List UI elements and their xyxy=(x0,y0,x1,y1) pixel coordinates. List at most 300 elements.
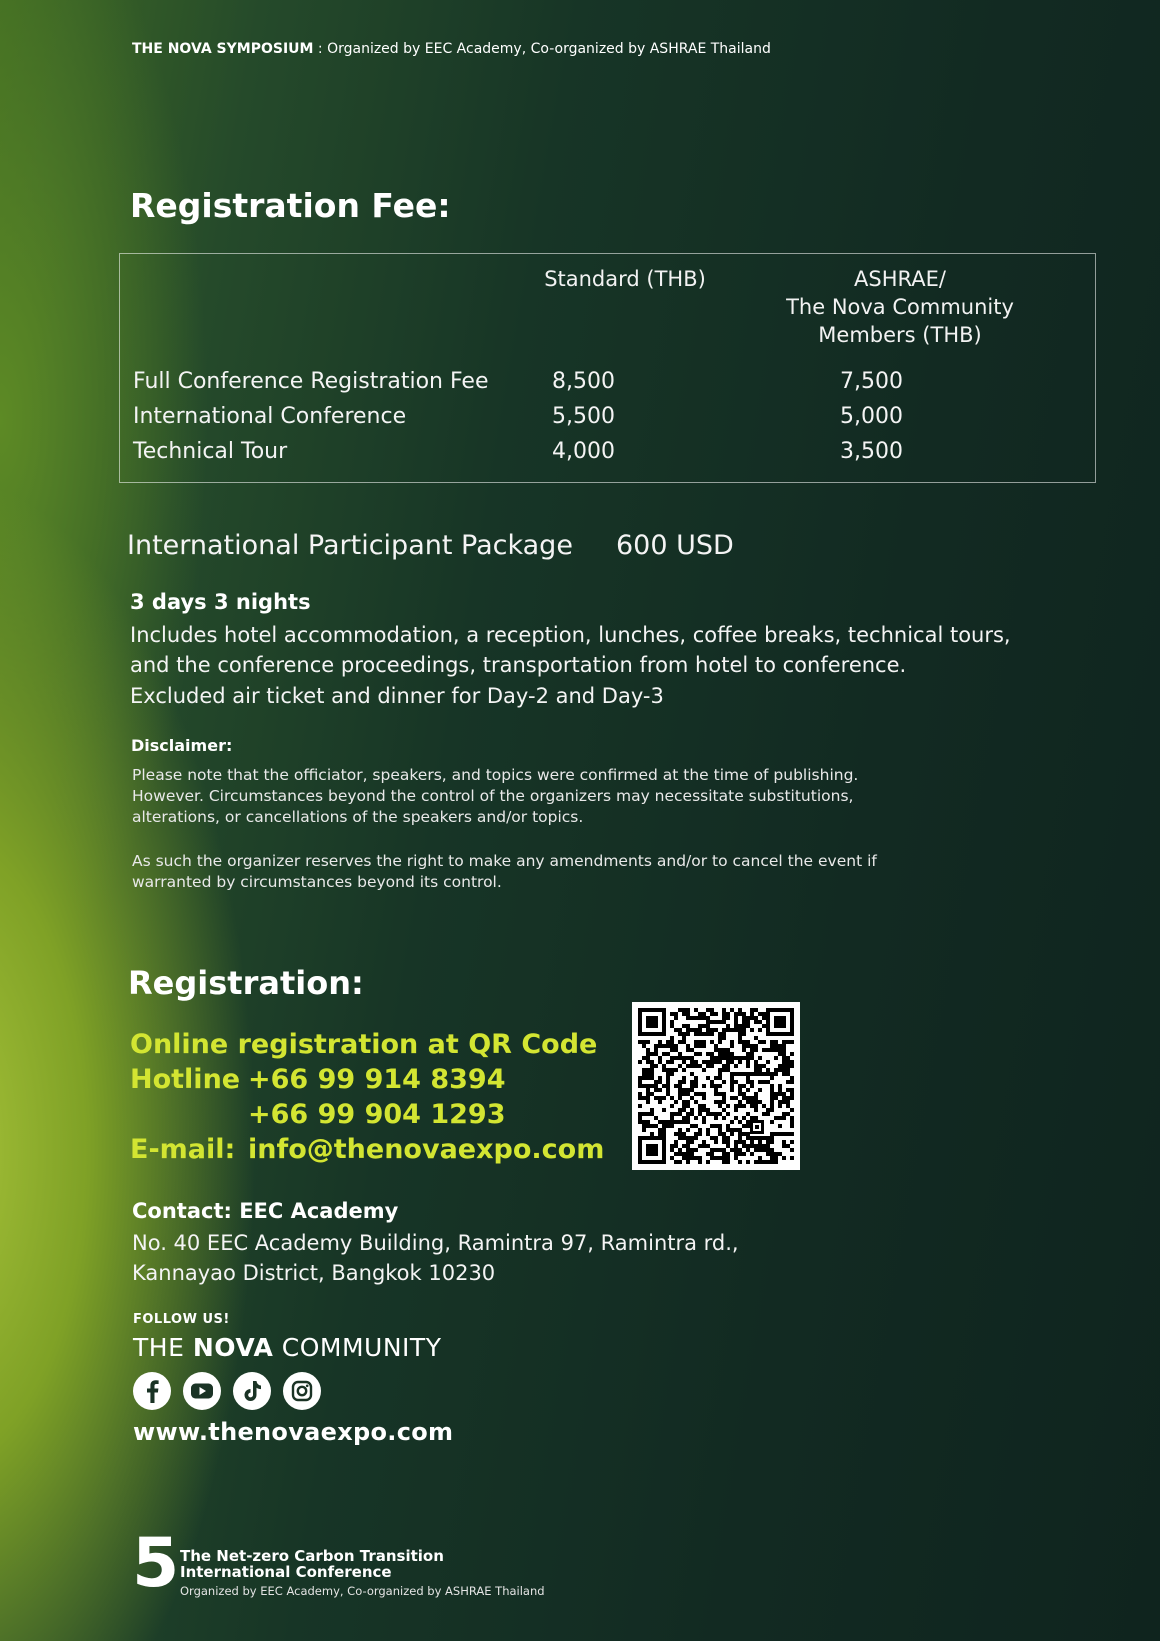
qr-module xyxy=(690,1136,694,1140)
qr-module xyxy=(710,1020,714,1024)
qr-module xyxy=(674,1160,678,1164)
qr-module xyxy=(690,1088,694,1092)
qr-module xyxy=(686,1092,690,1096)
disclaimer-line: However. Circumstances beyond the control of the organizers may necessitate substitutions, xyxy=(132,787,854,805)
qr-module xyxy=(662,1064,666,1068)
qr-module xyxy=(726,1140,730,1144)
qr-module xyxy=(774,1132,778,1136)
qr-module xyxy=(722,1016,726,1020)
qr-module xyxy=(666,1060,670,1064)
qr-module xyxy=(750,1136,754,1140)
qr-module xyxy=(770,1076,774,1080)
qr-module xyxy=(722,1140,726,1144)
qr-module xyxy=(774,1156,778,1160)
fee-row-label: Full Conference Registration Fee xyxy=(133,369,489,394)
qr-module xyxy=(682,1032,686,1036)
qr-module xyxy=(722,1096,726,1100)
follow-label: FOLLOW US! xyxy=(133,1312,230,1327)
qr-module xyxy=(734,1104,738,1108)
qr-module xyxy=(762,1048,766,1052)
qr-module xyxy=(678,1096,682,1100)
qr-module xyxy=(650,1064,654,1068)
qr-module xyxy=(650,1060,654,1064)
qr-module xyxy=(718,1092,722,1096)
qr-module xyxy=(766,1144,770,1148)
qr-module xyxy=(690,1084,694,1088)
qr-module xyxy=(678,1160,682,1164)
qr-module xyxy=(670,1148,674,1152)
qr-module xyxy=(758,1080,762,1084)
qr-module xyxy=(674,1056,678,1060)
contact-title: Contact: EEC Academy xyxy=(132,1199,399,1223)
community-text: COMMUNITY xyxy=(273,1333,442,1362)
qr-module xyxy=(694,1132,698,1136)
qr-module xyxy=(758,1068,762,1072)
tiktok-icon[interactable] xyxy=(233,1372,271,1410)
qr-module xyxy=(702,1084,706,1088)
qr-module xyxy=(762,1064,766,1068)
qr-module xyxy=(778,1068,782,1072)
qr-module xyxy=(690,1140,694,1144)
qr-module xyxy=(638,1076,642,1080)
qr-module xyxy=(666,1052,670,1056)
qr-module xyxy=(714,1092,718,1096)
qr-module xyxy=(686,1120,690,1124)
qr-module xyxy=(746,1120,750,1124)
qr-module xyxy=(698,1156,702,1160)
qr-module xyxy=(726,1056,730,1060)
qr-module xyxy=(742,1012,746,1016)
qr-module xyxy=(726,1052,730,1056)
qr-module xyxy=(650,1072,654,1076)
qr-module xyxy=(786,1080,790,1084)
includes-line: Includes hotel accommodation, a reception, lunches, coffee breaks, technical tours, xyxy=(130,623,1011,647)
qr-module xyxy=(774,1056,778,1060)
includes-line: and the conference proceedings, transportation from hotel to conference. xyxy=(130,653,907,677)
qr-module xyxy=(774,1072,778,1076)
qr-module xyxy=(658,1096,662,1100)
qr-module xyxy=(710,1040,714,1044)
qr-module xyxy=(706,1028,710,1032)
qr-module xyxy=(730,1008,734,1012)
qr-module xyxy=(734,1056,738,1060)
qr-module xyxy=(758,1064,762,1068)
community-brand xyxy=(133,1333,441,1362)
qr-module xyxy=(774,1092,778,1096)
qr-module xyxy=(710,1080,714,1084)
qr-module xyxy=(674,1028,678,1032)
qr-module xyxy=(714,1020,718,1024)
qr-module xyxy=(730,1096,734,1100)
qr-module xyxy=(666,1084,670,1088)
qr-module xyxy=(658,1088,662,1092)
qr-module xyxy=(698,1028,702,1032)
qr-module xyxy=(666,1044,670,1048)
qr-module xyxy=(738,1072,742,1076)
qr-module xyxy=(678,1064,682,1068)
qr-module xyxy=(678,1136,682,1140)
disclaimer-paragraph xyxy=(132,851,912,893)
qr-module xyxy=(718,1128,722,1132)
qr-module xyxy=(754,1136,758,1140)
qr-module xyxy=(778,1152,782,1156)
qr-module xyxy=(690,1112,694,1116)
qr-module xyxy=(650,1084,654,1088)
hotline-number[interactable]: +66 99 914 8394 xyxy=(248,1064,506,1095)
qr-module xyxy=(694,1100,698,1104)
qr-module xyxy=(786,1072,790,1076)
qr-module xyxy=(678,1008,682,1012)
qr-module xyxy=(678,1032,682,1036)
qr-module xyxy=(674,1012,678,1016)
qr-module xyxy=(722,1032,726,1036)
qr-module xyxy=(674,1084,678,1088)
qr-module xyxy=(650,1052,654,1056)
qr-module xyxy=(758,1072,762,1076)
qr-module xyxy=(762,1024,766,1028)
qr-module xyxy=(654,1080,658,1084)
qr-module xyxy=(714,1060,718,1064)
qr-module xyxy=(742,1024,746,1028)
qr-module xyxy=(698,1016,702,1020)
qr-module xyxy=(646,1076,650,1080)
fee-row-member: 7,500 xyxy=(840,369,903,394)
qr-module xyxy=(754,1020,758,1024)
qr-module xyxy=(702,1060,706,1064)
qr-module xyxy=(666,1072,670,1076)
qr-module xyxy=(722,1100,726,1104)
qr-module xyxy=(666,1120,670,1124)
qr-module xyxy=(678,1112,682,1116)
qr-module xyxy=(778,1100,782,1104)
qr-module xyxy=(646,1056,650,1060)
qr-module xyxy=(706,1008,710,1012)
qr-module xyxy=(666,1076,670,1080)
qr-module xyxy=(694,1028,698,1032)
qr-module xyxy=(714,1116,718,1120)
qr-module xyxy=(706,1132,710,1136)
qr-module xyxy=(694,1092,698,1096)
qr-module xyxy=(750,1084,754,1088)
qr-module xyxy=(722,1132,726,1136)
qr-module xyxy=(658,1040,662,1044)
qr-module xyxy=(718,1148,722,1152)
qr-module xyxy=(766,1160,770,1164)
qr-module xyxy=(746,1044,750,1048)
qr-module xyxy=(670,1040,674,1044)
qr-module xyxy=(682,1068,686,1072)
qr-code[interactable] xyxy=(632,1002,800,1170)
hotline-number[interactable]: +66 99 904 1293 xyxy=(248,1099,506,1130)
qr-module xyxy=(654,1088,658,1092)
youtube-icon[interactable] xyxy=(183,1372,221,1410)
qr-module xyxy=(722,1028,726,1032)
qr-module xyxy=(718,1040,722,1044)
qr-module xyxy=(678,1084,682,1088)
qr-module xyxy=(642,1044,646,1048)
qr-module xyxy=(686,1024,690,1028)
qr-module xyxy=(742,1096,746,1100)
facebook-icon[interactable] xyxy=(133,1372,171,1410)
qr-module xyxy=(790,1156,794,1160)
qr-module xyxy=(714,1148,718,1152)
qr-module xyxy=(782,1068,786,1072)
qr-module xyxy=(662,1108,666,1112)
qr-module xyxy=(698,1052,702,1056)
qr-module xyxy=(790,1116,794,1120)
qr-module xyxy=(702,1016,706,1020)
qr-module xyxy=(790,1124,794,1128)
qr-module xyxy=(650,1112,654,1116)
qr-module xyxy=(686,1016,690,1020)
qr-module xyxy=(694,1032,698,1036)
qr-module xyxy=(686,1028,690,1032)
qr-module xyxy=(766,1108,770,1112)
qr-module xyxy=(782,1096,786,1100)
qr-module xyxy=(726,1152,730,1156)
qr-module xyxy=(658,1100,662,1104)
qr-module xyxy=(754,1144,758,1148)
qr-module xyxy=(710,1060,714,1064)
qr-module xyxy=(778,1092,782,1096)
qr-module xyxy=(778,1064,782,1068)
qr-module xyxy=(638,1096,642,1100)
qr-module xyxy=(642,1096,646,1100)
qr-module xyxy=(690,1064,694,1068)
qr-module xyxy=(686,1104,690,1108)
qr-module xyxy=(642,1040,646,1044)
qr-module xyxy=(682,1040,686,1044)
qr-module xyxy=(646,1068,650,1072)
qr-module xyxy=(682,1036,686,1040)
qr-module xyxy=(702,1104,706,1108)
qr-module xyxy=(662,1044,666,1048)
qr-module xyxy=(742,1152,746,1156)
qr-module xyxy=(734,1024,738,1028)
edition-number: 5 xyxy=(132,1524,180,1603)
qr-module xyxy=(718,1072,722,1076)
qr-module xyxy=(742,1092,746,1096)
qr-module xyxy=(734,1108,738,1112)
qr-module xyxy=(686,1136,690,1140)
qr-module xyxy=(762,1144,766,1148)
qr-module xyxy=(746,1016,750,1020)
community-text: THE xyxy=(133,1333,193,1362)
qr-module xyxy=(662,1120,666,1124)
qr-module xyxy=(774,1048,778,1052)
qr-module xyxy=(654,1044,658,1048)
qr-module xyxy=(670,1096,674,1100)
qr-module xyxy=(730,1084,734,1088)
qr-module xyxy=(678,1040,682,1044)
qr-module xyxy=(682,1132,686,1136)
qr-module xyxy=(718,1056,722,1060)
qr-module xyxy=(778,1048,782,1052)
qr-module xyxy=(722,1108,726,1112)
instagram-icon[interactable] xyxy=(283,1372,321,1410)
qr-module xyxy=(738,1040,742,1044)
member-header-line3: Members (THB) xyxy=(818,323,982,347)
qr-module xyxy=(658,1060,662,1064)
qr-module xyxy=(738,1060,742,1064)
qr-module xyxy=(714,1012,718,1016)
qr-module xyxy=(666,1124,670,1128)
qr-module xyxy=(750,1072,754,1076)
qr-module xyxy=(686,1032,690,1036)
qr-module xyxy=(666,1088,670,1092)
qr-module xyxy=(686,1088,690,1092)
column-header-member xyxy=(735,265,1065,349)
qr-module xyxy=(694,1044,698,1048)
website-link[interactable] xyxy=(133,1418,453,1446)
qr-module xyxy=(682,1056,686,1060)
qr-module xyxy=(686,1156,690,1160)
qr-module xyxy=(754,1016,758,1020)
qr-module xyxy=(706,1020,710,1024)
column-header-standard: Standard (THB) xyxy=(544,267,706,291)
qr-module xyxy=(710,1156,714,1160)
qr-module xyxy=(770,1084,774,1088)
qr-module xyxy=(670,1104,674,1108)
qr-module xyxy=(782,1144,786,1148)
qr-module xyxy=(790,1064,794,1068)
qr-module xyxy=(726,1136,730,1140)
qr-module xyxy=(790,1120,794,1124)
qr-module xyxy=(690,1080,694,1084)
qr-module xyxy=(702,1144,706,1148)
qr-module xyxy=(770,1088,774,1092)
qr-module xyxy=(758,1040,762,1044)
qr-module xyxy=(766,1068,770,1072)
qr-module xyxy=(694,1124,698,1128)
qr-module xyxy=(658,1080,662,1084)
qr-module xyxy=(774,1068,778,1072)
qr-module xyxy=(702,1108,706,1112)
qr-module xyxy=(682,1024,686,1028)
qr-module xyxy=(690,1156,694,1160)
qr-module xyxy=(642,1076,646,1080)
qr-module xyxy=(642,1120,646,1124)
qr-module xyxy=(786,1144,790,1148)
qr-module xyxy=(698,1092,702,1096)
qr-module xyxy=(738,1088,742,1092)
qr-module xyxy=(718,1132,722,1136)
qr-module xyxy=(778,1116,782,1120)
qr-module xyxy=(738,1056,742,1060)
qr-module xyxy=(694,1076,698,1080)
qr-module xyxy=(750,1044,754,1048)
qr-module xyxy=(758,1156,762,1160)
qr-module xyxy=(674,1112,678,1116)
qr-module xyxy=(734,1128,738,1132)
qr-module xyxy=(778,1044,782,1048)
qr-module xyxy=(782,1140,786,1144)
qr-module xyxy=(670,1068,674,1072)
qr-module xyxy=(718,1052,722,1056)
qr-module xyxy=(730,1040,734,1044)
qr-module xyxy=(650,1068,654,1072)
qr-module xyxy=(778,1124,782,1128)
qr-module xyxy=(742,1072,746,1076)
qr-module xyxy=(754,1036,758,1040)
qr-module xyxy=(754,1072,758,1076)
qr-module xyxy=(790,1040,794,1044)
qr-module xyxy=(738,1132,742,1136)
qr-module xyxy=(718,1048,722,1052)
qr-module xyxy=(678,1120,682,1124)
qr-module xyxy=(758,1148,762,1152)
qr-module xyxy=(758,1136,762,1140)
qr-module xyxy=(770,1140,774,1144)
qr-module xyxy=(742,1048,746,1052)
qr-module xyxy=(710,1028,714,1032)
qr-module xyxy=(682,1136,686,1140)
qr-module xyxy=(662,1132,666,1136)
qr-module xyxy=(722,1012,726,1016)
qr-module xyxy=(706,1076,710,1080)
qr-module xyxy=(714,1124,718,1128)
qr-module xyxy=(718,1112,722,1116)
qr-module xyxy=(738,1092,742,1096)
qr-module xyxy=(726,1048,730,1052)
qr-module xyxy=(662,1084,666,1088)
qr-module xyxy=(770,1044,774,1048)
qr-module xyxy=(734,1140,738,1144)
fee-row-standard: 5,500 xyxy=(552,404,615,429)
qr-module xyxy=(786,1100,790,1104)
qr-module xyxy=(770,1136,774,1140)
qr-module xyxy=(642,1084,646,1088)
qr-module xyxy=(702,1024,706,1028)
qr-module xyxy=(786,1068,790,1072)
qr-module xyxy=(690,1108,694,1112)
qr-module xyxy=(674,1044,678,1048)
qr-module xyxy=(682,1060,686,1064)
event-name: THE NOVA SYMPOSIUM xyxy=(132,41,314,57)
qr-module xyxy=(738,1008,742,1012)
qr-module xyxy=(706,1052,710,1056)
qr-module xyxy=(722,1068,726,1072)
qr-module xyxy=(718,1032,722,1036)
qr-module xyxy=(790,1096,794,1100)
qr-module xyxy=(730,1072,734,1076)
qr-module xyxy=(726,1024,730,1028)
qr-module xyxy=(786,1060,790,1064)
qr-module xyxy=(690,1016,694,1020)
email-link[interactable]: info@thenovaexpo.com xyxy=(248,1134,605,1165)
package-includes xyxy=(130,620,1030,680)
qr-module xyxy=(734,1028,738,1032)
qr-module xyxy=(762,1072,766,1076)
qr-module xyxy=(746,1148,750,1152)
qr-module xyxy=(730,1080,734,1084)
qr-module xyxy=(638,1084,642,1088)
qr-module xyxy=(638,1116,642,1120)
qr-module xyxy=(686,1128,690,1132)
qr-module xyxy=(670,1044,674,1048)
qr-module xyxy=(722,1148,726,1152)
qr-module xyxy=(746,1124,750,1128)
qr-module xyxy=(690,1048,694,1052)
qr-module xyxy=(718,1068,722,1072)
qr-module xyxy=(722,1092,726,1096)
qr-module xyxy=(738,1100,742,1104)
qr-module xyxy=(714,1156,718,1160)
qr-module xyxy=(638,1040,642,1044)
qr-module xyxy=(706,1160,710,1164)
qr-module xyxy=(646,1040,650,1044)
qr-module xyxy=(734,1096,738,1100)
